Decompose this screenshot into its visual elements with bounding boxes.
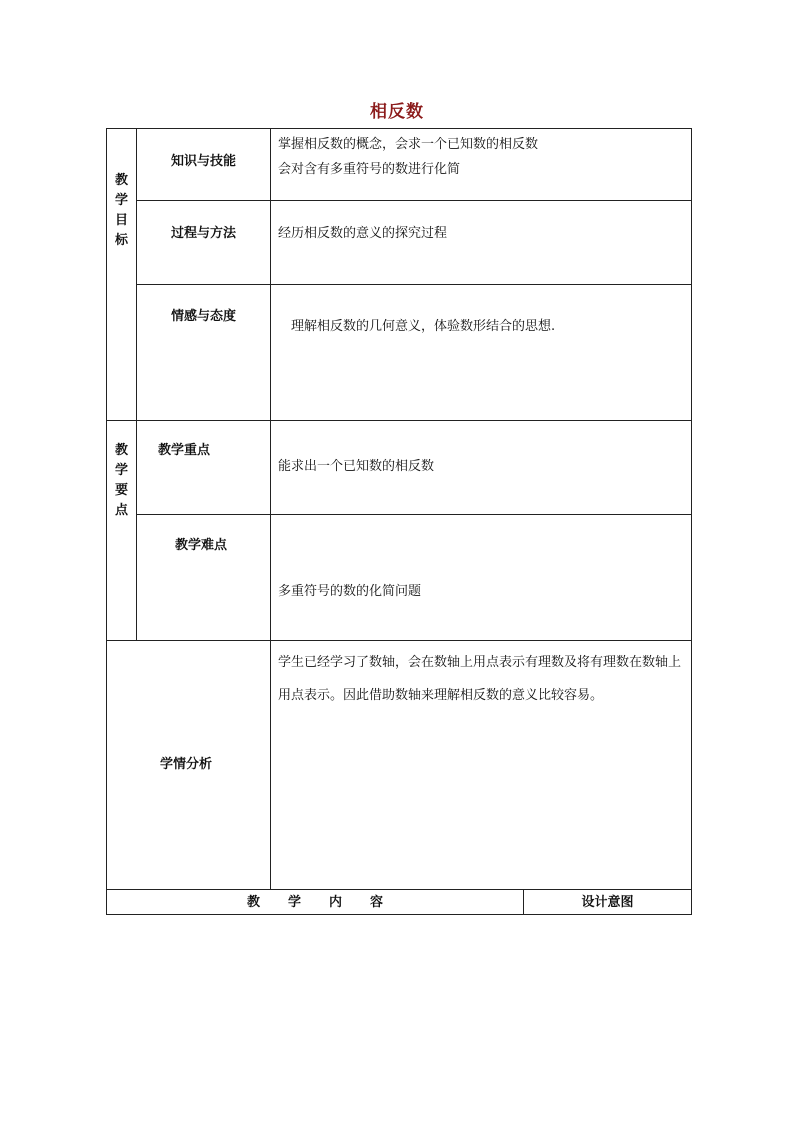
footer-char-4: 容	[370, 894, 384, 910]
page-title: 相反数	[370, 102, 424, 122]
footer-char-3: 内	[329, 894, 343, 910]
design-intent-header: 设计意图	[524, 890, 692, 915]
lesson-plan-table	[106, 128, 692, 915]
keypoint-label-difficulty: 教学难点	[137, 515, 271, 641]
teaching-content-header	[107, 890, 524, 915]
footer-row	[107, 890, 692, 915]
keypoints-char-4: 点	[114, 503, 128, 519]
keypoint-content-difficulty: 多重符号的数的化简问题	[271, 515, 692, 641]
objectives-char-3: 目	[114, 213, 128, 229]
analysis-content: 学生已经学习了数轴，会在数轴上用点表示有理数及将有理数在数轴上用点表示。因此借助数轴来理解相反数的意义比较容易。	[271, 641, 692, 890]
objective-content-knowledge	[271, 129, 692, 201]
objective-knowledge-line-1: 掌握相反数的概念，会求一个已知数的相反数	[278, 137, 539, 152]
objective-content-process: 经历相反数的意义的探究过程	[271, 201, 692, 285]
keypoint-row-difficulty	[107, 515, 692, 641]
objective-row-process	[107, 201, 692, 285]
objective-label-process: 过程与方法	[137, 201, 271, 285]
objectives-char-1: 教	[114, 173, 128, 188]
objective-label-knowledge: 知识与技能	[137, 129, 271, 201]
objective-label-attitude: 情感与态度	[137, 285, 271, 421]
analysis-label-cell: 学情分析	[107, 641, 271, 890]
objectives-char-4: 标	[114, 233, 128, 249]
keypoint-row-focus	[107, 421, 692, 515]
keypoints-group-cell	[107, 421, 137, 641]
footer-char-1: 教	[246, 894, 260, 910]
analysis-row	[107, 641, 692, 890]
keypoints-char-1: 教	[114, 443, 128, 458]
objective-row-attitude	[107, 285, 692, 421]
footer-char-2: 学	[287, 894, 301, 910]
objectives-char-2: 学	[114, 193, 128, 209]
keypoints-char-3: 要	[114, 483, 128, 499]
objective-row-knowledge	[107, 129, 692, 201]
objective-content-attitude: 理解相反数的几何意义，体验数形结合的思想.	[271, 285, 692, 421]
objective-knowledge-line-2: 会对含有多重符号的数进行化简	[278, 162, 461, 178]
keypoints-char-2: 学	[114, 463, 128, 479]
objectives-group-cell	[107, 129, 137, 421]
keypoint-label-focus: 教学重点	[137, 421, 271, 515]
keypoint-content-focus: 能求出一个已知数的相反数	[271, 421, 692, 515]
